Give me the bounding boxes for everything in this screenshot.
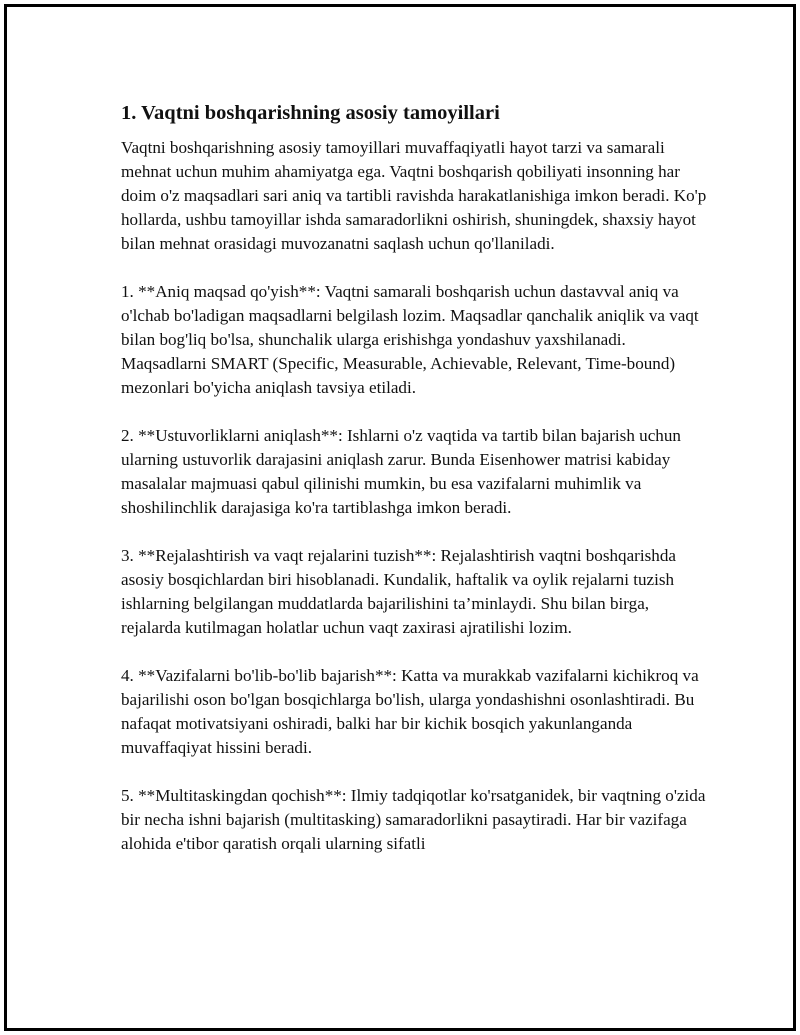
page-frame: [4, 4, 796, 1031]
principle-paragraph-multitasking: 5. **Multitaskingdan qochish**: Ilmiy tadqiqotlar ko'rsatganidek, bir vaqtning o'zida bir necha ishni bajarish (multitasking) samaradorlikni pasaytiradi. Har bir vazifaga alohida e'tibor qaratish orqali ularning sifatli: [121, 786, 706, 853]
principle-paragraph-task-splitting: 4. **Vazifalarni bo'lib-bo'lib bajarish**: Katta va murakkab vazifalarni kichikroq va bajarilishi oson bo'lgan bosqichlarga bo'lish, ularga yondashishni osonlashtiradi. Bu nafaqat motivatsiyani oshiradi, balki har bir kichik bosqich yakunlanganda muvaffaqiyat hissini beradi.: [121, 666, 699, 757]
document-title: 1. Vaqtni boshqarishning asosiy tamoyillari: [121, 102, 500, 124]
principle-paragraph-planning: 3. **Rejalashtirish va vaqt rejalarini tuzish**: Rejalashtirish vaqtni boshqarishda asosiy bosqichlardan biri hisoblanadi. Kundalik, haftalik va oylik rejalarni tuzish ishlarning belgilangan muddatlarda bajarilishini ta’minlaydi. Shu bilan birga, rejalarda kutilmagan holatlar uchun vaqt zaxirasi ajratilishi lozim.: [121, 546, 676, 637]
principle-paragraph-priorities: 2. **Ustuvorliklarni aniqlash**: Ishlarni o'z vaqtida va tartib bilan bajarish uchun ularning ustuvorlik darajasini aniqlash zarur. Bunda Eisenhower matrisi kabiday masalalar majmuasi qabul qilinishi mumkin, bu esa vazifalarni muhimlik va shoshilinchlik darajasiga ko'ra tartiblashga imkon beradi.: [121, 426, 681, 517]
document-body: [121, 100, 711, 880]
intro-paragraph: Vaqtni boshqarishning asosiy tamoyillari muvaffaqiyatli hayot tarzi va samarali mehnat uchun muhim ahamiyatga ega. Vaqtni boshqarish qobiliyati insonning har doim o'z maqsadlari sari aniq va tartibli ravishda harakatlanishiga imkon beradi. Ko'p hollarda, ushbu tamoyillar ishda samaradorlikni oshirish, shuningdek, shaxsiy hayot bilan mehnat orasidagi muvozanatni saqlash uchun qo'llaniladi.: [121, 138, 707, 253]
principle-paragraph-goal-setting: 1. **Aniq maqsad qo'yish**: Vaqtni samarali boshqarish uchun dastavval aniq va o'lchab bo'ladigan maqsadlarni belgilash lozim. Maqsadlar qanchalik aniqlik va vaqt bilan bog'liq bo'lsa, shunchalik ularga erishishga yondashuv yaxshilanadi. Maqsadlarni SMART (Specific, Measurable, Achievable, Relevant, Time-bound) mezonlari bo'yicha aniqlash tavsiya etiladi.: [121, 282, 699, 397]
